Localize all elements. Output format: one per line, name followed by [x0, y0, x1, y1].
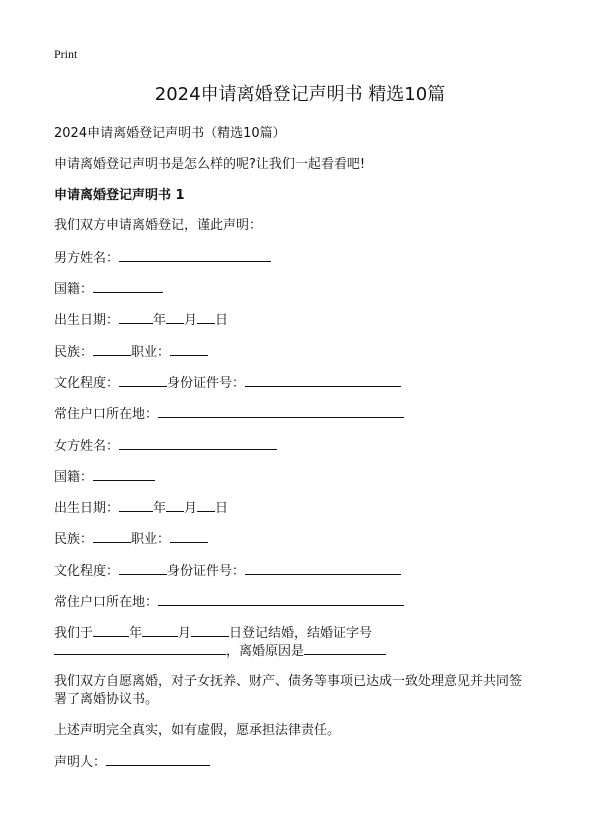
- male-birth-year-blank: [119, 308, 153, 324]
- male-birth-day-blank: [197, 308, 215, 324]
- male-nationality-label: 国籍：: [54, 282, 94, 297]
- male-ethnicity-row: [54, 340, 208, 360]
- registered-label: 日登记结婚，结婚证字号: [229, 626, 373, 641]
- month-label: 月: [178, 626, 192, 641]
- male-nationality-row: [54, 277, 163, 297]
- print-link[interactable]: Print: [54, 47, 78, 61]
- male-ethnicity-blank: [93, 340, 131, 356]
- reason-blank: [304, 639, 386, 655]
- month-label: 月: [184, 501, 198, 516]
- female-ethnicity-blank: [93, 527, 131, 543]
- day-label: 日: [215, 313, 229, 328]
- agreement-paragraph-line1: 我们双方自愿离婚，对子女抚养、财产、债务等事项已达成一致处理意见并共同签: [54, 674, 523, 689]
- marriage-reason-row: [54, 639, 386, 659]
- female-nationality-blank: [93, 465, 155, 481]
- male-name-blank: [119, 246, 271, 262]
- female-birth-row: [54, 496, 228, 516]
- declarant-label: 声明人：: [54, 755, 107, 770]
- female-id-label: 身份证件号：: [167, 564, 246, 579]
- declarant-row: [54, 750, 210, 770]
- female-name-row: [54, 434, 277, 454]
- document-title: 2024申请离婚登记声明书 精选10篇: [154, 84, 446, 105]
- marriage-month-blank: [142, 621, 178, 637]
- male-occupation-label: 职业：: [131, 345, 171, 360]
- female-birth-month-blank: [166, 496, 184, 512]
- female-birth-day-blank: [197, 496, 215, 512]
- male-residence-row: [54, 402, 404, 422]
- female-education-label: 文化程度：: [54, 564, 120, 579]
- male-id-blank: [245, 371, 401, 387]
- declarant-blank: [106, 750, 210, 766]
- marriage-year-blank: [93, 621, 129, 637]
- male-birth-row: [54, 308, 228, 328]
- intro-text: 申请离婚登记声明书是怎么样的呢?让我们一起看看吧!: [54, 157, 366, 172]
- female-residence-blank: [158, 590, 404, 606]
- male-birth-month-blank: [166, 308, 184, 324]
- month-label: 月: [184, 313, 198, 328]
- male-education-label: 文化程度：: [54, 376, 120, 391]
- day-label: 日: [215, 501, 229, 516]
- male-ethnicity-label: 民族：: [54, 345, 94, 360]
- female-name-blank: [119, 434, 277, 450]
- female-residence-label: 常住户口所在地：: [54, 595, 159, 610]
- male-education-row: [54, 371, 401, 391]
- year-label: 年: [153, 501, 167, 516]
- female-id-blank: [245, 559, 401, 575]
- agreement-paragraph-line2: 署了离婚协议书。: [54, 692, 159, 707]
- year-label: 年: [153, 313, 167, 328]
- lead-text: 我们双方申请离婚登记，谨此声明：: [54, 218, 263, 233]
- female-name-label: 女方姓名：: [54, 439, 120, 454]
- male-residence-label: 常住户口所在地：: [54, 407, 159, 422]
- female-birth-label: 出生日期：: [54, 501, 120, 516]
- female-education-row: [54, 559, 401, 579]
- female-nationality-row: [54, 465, 155, 485]
- reason-label: ，离婚原因是: [226, 644, 305, 659]
- female-residence-row: [54, 590, 404, 610]
- marriage-date-row: [54, 621, 372, 641]
- section-heading: 申请离婚登记声明书 1: [54, 188, 185, 203]
- female-ethnicity-row: [54, 527, 208, 547]
- male-nationality-blank: [93, 277, 163, 293]
- married-on-label: 我们于: [54, 626, 94, 641]
- female-birth-year-blank: [119, 496, 153, 512]
- year-label: 年: [129, 626, 143, 641]
- document-subtitle: 2024申请离婚登记声明书（精选10篇）: [54, 126, 286, 141]
- female-education-blank: [119, 559, 167, 575]
- male-name-label: 男方姓名：: [54, 251, 120, 266]
- truth-statement: 上述声明完全真实，如有虚假，愿承担法律责任。: [54, 723, 341, 738]
- female-nationality-label: 国籍：: [54, 470, 94, 485]
- male-occupation-blank: [170, 340, 208, 356]
- marriage-day-blank: [191, 621, 229, 637]
- female-occupation-blank: [170, 527, 208, 543]
- male-birth-label: 出生日期：: [54, 313, 120, 328]
- female-ethnicity-label: 民族：: [54, 532, 94, 547]
- male-education-blank: [119, 371, 167, 387]
- certificate-number-blank: [54, 639, 226, 655]
- male-residence-blank: [158, 402, 404, 418]
- male-name-row: [54, 246, 271, 266]
- female-occupation-label: 职业：: [131, 532, 171, 547]
- male-id-label: 身份证件号：: [167, 376, 246, 391]
